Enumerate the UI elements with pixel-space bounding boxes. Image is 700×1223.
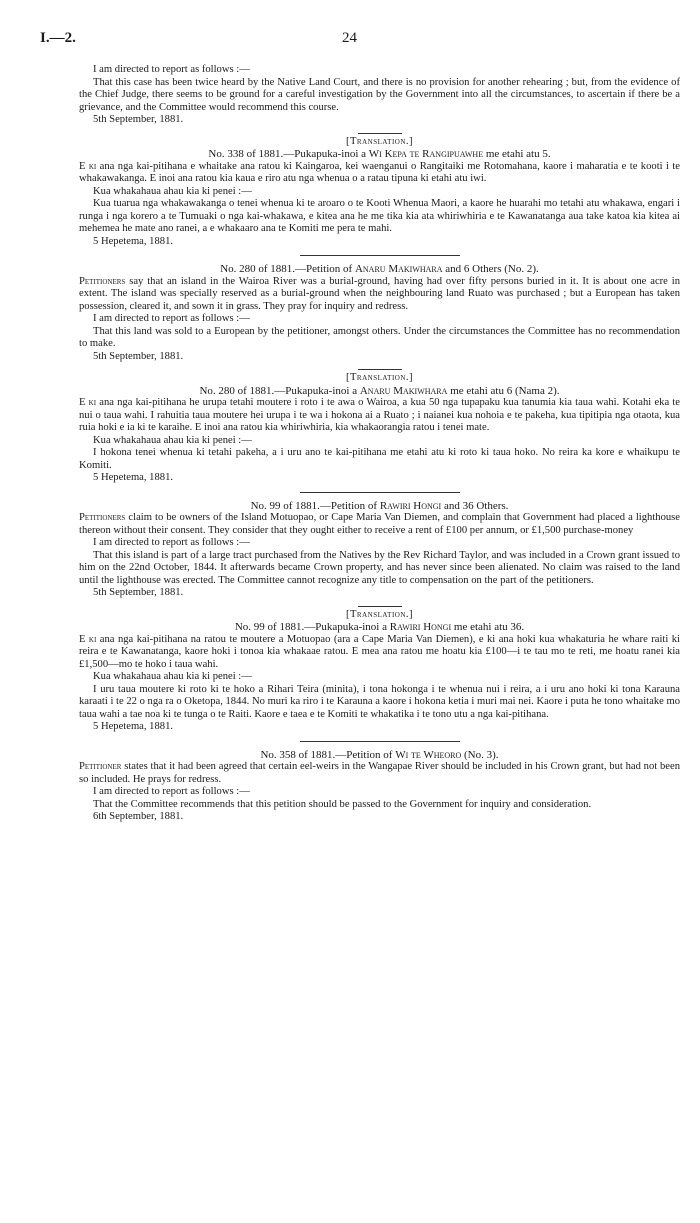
petition-summary: [79, 634, 680, 672]
petitioner-name: Wi Kepa te Rangipuawhe: [368, 148, 484, 160]
summary-text: ana nga kai-pitihana e whaitake ana ratou ki Kaingaroa, kei waenganui o Rangitaiki me Rotomahana, kaore i maharatia e te kooti i te whakawakanga. E inoi ana ratou kia kaua e riro atu nga whenua o a ratau tipuna ki etahi atu iwi.: [79, 160, 680, 184]
petition-title: [79, 385, 680, 398]
translation-heading: [Translation.]: [345, 135, 414, 147]
report-directive: I am directed to report as follows :—: [93, 313, 250, 324]
report-directive: I am directed to report as follows :—: [93, 786, 250, 797]
petition-section: [79, 749, 680, 824]
petition-section: [79, 263, 680, 363]
divider-short: [358, 133, 402, 134]
page-number: 24: [342, 30, 357, 46]
title-suffix: me etahi atu 6 (Nama 2).: [447, 384, 560, 397]
petition-section: [79, 606, 680, 734]
lead-words: E ki: [79, 633, 97, 645]
report-text: I uru taua moutere ki roto ki te hoko a Rihari Teira (minita), i tona hokonga i te whenua nui i reira, a i uru ano hoki ki tona Karauna karaati i te 22 o nga ra o Oketopa, 1844. No muri ka riro i te Karauna a kaore i hokona ketia i muri mai nei. Kaore i puta he tono whaitake mo taua wahi a tae noa ki te tunga o te Raiti. Kaore e taea e te Komiti te whakatika i te tono utu a nga kai-pitihana.: [79, 683, 680, 720]
report-date: 5 Hepetema, 1881.: [93, 235, 174, 247]
title-prefix: No. 99 of 1881.—Petition of: [250, 499, 380, 512]
petition-section: [79, 500, 680, 600]
report-directive: I am directed to report as follows :—: [93, 537, 250, 548]
petition-title: [79, 621, 680, 634]
document-body: [79, 64, 680, 824]
report-date: 5th September, 1881.: [93, 350, 184, 362]
title-suffix: and 6 Others (No. 2).: [442, 263, 539, 275]
petitioner-name: Anaru Makiwhara: [359, 384, 448, 397]
intro-block: [79, 64, 680, 127]
title-prefix: No. 338 of 1881.—Pukapuka-inoi a: [208, 148, 369, 160]
summary-text: ana nga kai-pitihana he urupa tetahi moutere i roto i te awa o Wairoa, a kua 50 nga tupapaku kua tanumia kia taua wahi. Kotahi eka te nui o taua wahi. I rahuitia taua moutere hei urupa i te wa i hokona ai a Ruato ; i naianei kua nohoia e te pakeha, kua tipitipia nga otaota, kua ruia hoki e ia ki te karaihe. E inoi ana ratou kia whiriwhiria, kia whakaorangia ratou i tenei mate.: [79, 397, 680, 433]
title-prefix: No. 280 of 1881.—Petition of: [220, 263, 355, 275]
summary-text: say that an island in the Wairoa River was a burial-ground, having had over fifty persons buried in it. It is about one acre in extent. The island was specially reserved as a burial-ground when the neighbouring land Ruato was purchased ; but a European has taken possession, cleared it, and sown it in grass. They pray for inquiry and redress.: [79, 275, 680, 312]
summary-text: ana nga kai-pitihana na ratou te moutere a Motuopao (ara a Cape Maria Van Diemen), e ki ana hoki kua whakaturia he whare raiti ki reira e te Kawanatanga, kaore hoki i tonoa kia whakaae ratou. E mea ana ratou me hoatu kia £100—i te tau mo te reti, me hoatu ranei kia £1,500—mo te hoko i taua wahi.: [79, 633, 680, 670]
petitioner-name: Rawiri Hongi: [379, 499, 442, 512]
title-suffix: and 36 Others.: [441, 499, 509, 512]
summary-text: states that it had been agreed that certain eel-weirs in the Wangapae River should be included in his Crown grant, but had not been so included. He prays for redress.: [79, 761, 680, 785]
petition-summary: [79, 512, 680, 537]
petitioner-name: Rawiri Hongi: [389, 621, 452, 633]
petition-title: [79, 263, 680, 276]
petitioner-name: Anaru Makiwhara: [354, 263, 443, 275]
divider-long: [300, 492, 460, 493]
title-prefix: No. 358 of 1881.—Petition of: [260, 748, 396, 761]
petition-summary: [79, 761, 680, 786]
title-suffix: (No. 3).: [461, 748, 499, 761]
report-directive: Kua whakahaua ahau kia ki penei :—: [93, 185, 252, 197]
report-date: 5th September, 1881.: [93, 114, 184, 125]
translation-heading: [Translation.]: [345, 608, 414, 620]
page-header: [40, 30, 680, 54]
report-text: Kua tuarua nga whakawakanga o tenei whenua ki te aroaro o te Kooti Whenua Maori, a kaore he huarahi mo tetahi atu whakawa, engari i runga i nga korero a te Tumuaki o nga kai-whakawa, e kitea ana he me tika kia ata whiriwhiria e te Kawanatanga aua take katoa kia kitea ai mehemea he mate ano ranei, a e whakaaro ana te Komiti me pera te mahi.: [79, 198, 680, 234]
report-date: 5th September, 1881.: [93, 587, 184, 598]
petitioner-name: Wi te Wheoro: [395, 748, 462, 761]
report-date: 6th September, 1881.: [93, 811, 184, 822]
summary-text: claim to be owners of the Island Motuopao, or Cape Maria Van Diemen, and complain that Government had placed a lighthouse thereon without their consent. They consider that they ought either to receive a rent of £100 per annum, or £1,500 purchase-money: [79, 512, 680, 536]
report-directive: I am directed to report as follows :—: [93, 64, 250, 75]
report-directive: Kua whakahaua ahau kia ki penei :—: [93, 434, 252, 446]
report-text: That this island is part of a large tract purchased from the Natives by the Rev Richard Taylor, and was included in a Crown grant issued to him on the 22nd October, 1844. It afterwards became Crown property, and has never since been alienated. No claim was raised to the land until the lighthouse was erected. The Committee cannot recognize any title to compensation on the part of the petitioners.: [79, 549, 680, 586]
petition-title: [79, 148, 680, 161]
report-directive: Kua whakahaua ahau kia ki penei :—: [93, 671, 252, 682]
translation-heading: [Translation.]: [345, 372, 414, 383]
petition-summary: [79, 276, 680, 314]
divider-short: [358, 606, 402, 607]
paper-reference: I.—2.: [40, 30, 76, 46]
lead-words: E ki: [79, 160, 97, 172]
lead-words: Petitioner: [79, 761, 122, 772]
report-date: 5 Hepetema, 1881.: [93, 721, 174, 732]
petition-summary: [79, 397, 680, 435]
divider-short: [358, 369, 402, 370]
petition-summary: [79, 161, 680, 186]
divider-long: [300, 741, 460, 742]
report-text: I hokona tenei whenua ki tetahi pakeha, a i uru ano te kai-pitihana me etahi atu ki roto ki taua hoko. No reira ka kore e whaikupu te Komiti.: [79, 447, 680, 471]
report-text: That this case has been twice heard by the Native Land Court, and there is no provision for another rehearing ; but, from the evidence of the Chief Judge, there seems to be ground for a careful investigation by the Government into all the circumstances, to ascertain if there be a grievance, and the Committee would recommend this course.: [79, 76, 680, 113]
lead-words: Petitioners: [79, 512, 126, 523]
petition-title: [79, 500, 680, 513]
divider-long: [300, 255, 460, 256]
petition-section: [79, 369, 680, 485]
report-text: That this land was sold to a European by the petitioner, amongst others. Under the circumstances the Committee has no recommendation to make.: [79, 325, 680, 349]
title-suffix: me etahi atu 36.: [451, 621, 525, 633]
title-prefix: No. 280 of 1881.—Pukapuka-inoi a: [199, 384, 360, 397]
report-text: That the Committee recommends that this petition should be passed to the Government for inquiry and consideration.: [93, 798, 592, 810]
petition-section: [79, 133, 680, 249]
petition-title: [79, 749, 680, 762]
lead-words: Petitioners: [79, 275, 126, 287]
lead-words: E ki: [79, 397, 97, 408]
title-suffix: me etahi atu 5.: [483, 148, 551, 160]
report-date: 5 Hepetema, 1881.: [93, 472, 174, 483]
title-prefix: No. 99 of 1881.—Pukapuka-inoi a: [234, 621, 390, 633]
